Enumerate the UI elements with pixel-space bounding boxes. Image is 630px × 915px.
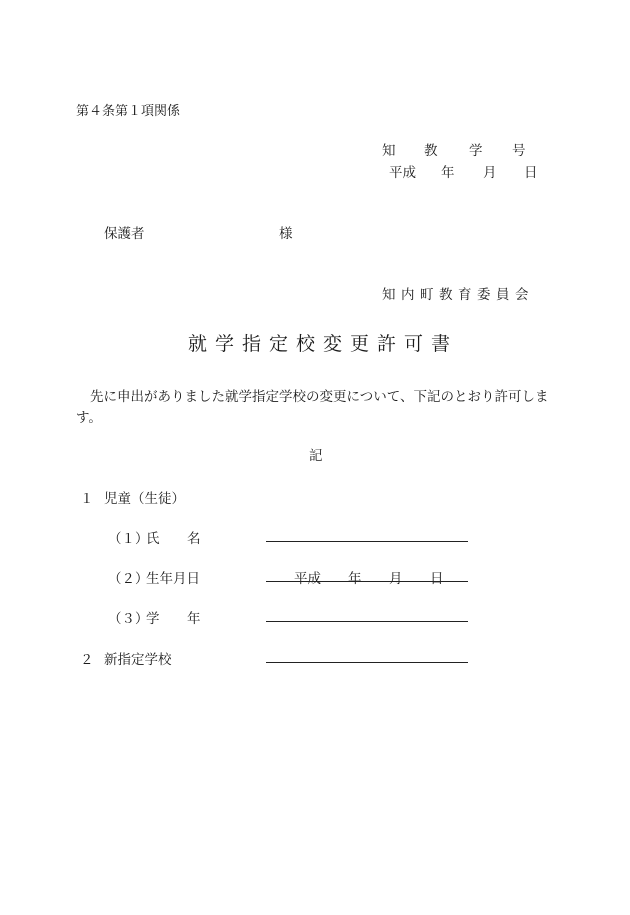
article-reference: 第４条第１項関係 <box>76 104 181 119</box>
issuer-char: 町 <box>420 287 434 303</box>
item-2-label: 新指定学校 <box>104 652 172 668</box>
title-char: 定 <box>269 333 289 355</box>
item-2-number: ２ <box>80 652 94 668</box>
title-char: 書 <box>431 333 451 355</box>
year-label: 年 <box>441 165 455 181</box>
doc-number-char: 教 <box>424 143 438 159</box>
issuer-char: 内 <box>401 287 415 303</box>
birth-day-label: 日 <box>430 571 444 587</box>
title-char: 就 <box>188 333 208 355</box>
sub-2-label: 生年月日 <box>146 571 200 587</box>
sub-2-number: （２） <box>108 571 149 587</box>
record-label: 記 <box>309 448 323 464</box>
birthdate-entry-line[interactable] <box>266 581 468 582</box>
sub-1-label-char: 名 <box>187 531 201 547</box>
birth-era-label: 平成 <box>294 571 321 587</box>
school-entry-line[interactable] <box>266 662 468 663</box>
title-char: 許 <box>377 333 397 355</box>
issuer-char: 委 <box>477 287 491 303</box>
title-char: 校 <box>296 333 316 355</box>
birth-year-label: 年 <box>348 571 362 587</box>
item-1-number: １ <box>80 491 94 507</box>
sub-3-number: （３） <box>108 611 149 627</box>
item-1-label: 児童（生徒） <box>104 491 185 507</box>
issuer-char: 教 <box>439 287 453 303</box>
title-char: 可 <box>404 333 424 355</box>
body-line-1: 先に申出がありました就学指定学校の変更について、下記のとおり許可しま <box>90 389 549 405</box>
doc-number-prefix: 知 <box>382 143 396 159</box>
issuer-char: 会 <box>515 287 529 303</box>
title-char: 学 <box>215 333 235 355</box>
addressee-honorific: 様 <box>279 226 293 242</box>
sub-3-label-char: 学 <box>146 611 160 627</box>
issuer-char: 知 <box>382 287 396 303</box>
birth-month-label: 月 <box>389 571 403 587</box>
era-label: 平成 <box>389 165 416 181</box>
sub-1-number: （１） <box>108 531 149 547</box>
doc-number-char: 学 <box>469 143 483 159</box>
title-char: 変 <box>323 333 343 355</box>
grade-entry-line[interactable] <box>266 621 468 622</box>
issuer-char: 育 <box>458 287 472 303</box>
doc-number-suffix: 号 <box>512 143 526 159</box>
sub-3-label-char: 年 <box>187 611 201 627</box>
body-line-2: す。 <box>76 410 102 426</box>
sub-1-label-char: 氏 <box>146 531 160 547</box>
day-label: 日 <box>524 165 538 181</box>
title-char: 更 <box>350 333 370 355</box>
issuer-char: 員 <box>496 287 510 303</box>
title-char: 指 <box>242 333 262 355</box>
month-label: 月 <box>483 165 497 181</box>
name-entry-line[interactable] <box>266 541 468 542</box>
addressee-label: 保護者 <box>104 226 145 242</box>
